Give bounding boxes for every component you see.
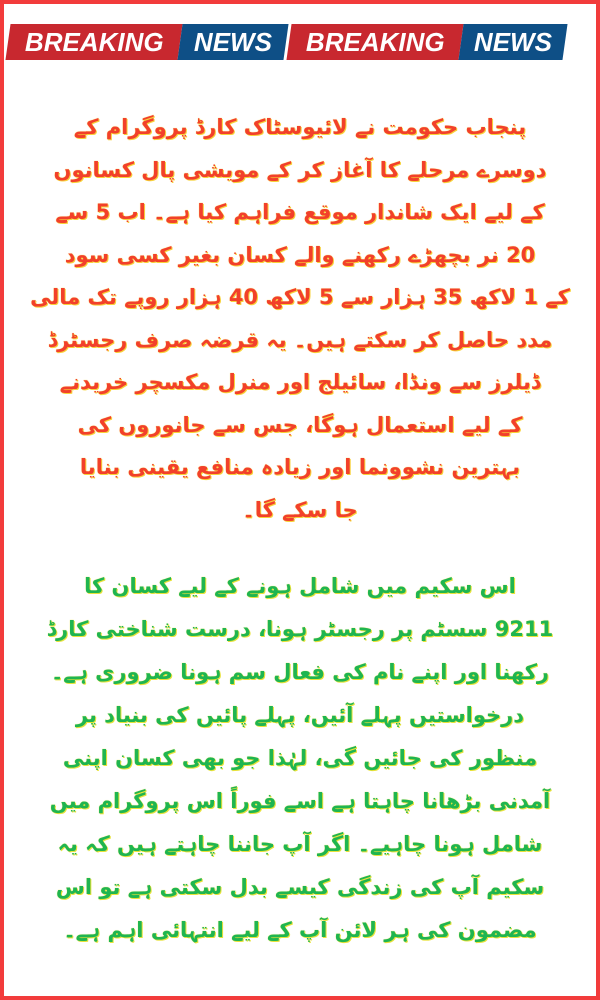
breaking-text: BREAKING (305, 26, 445, 57)
text-line: کے لیے ایک شاندار موقع فراہم کیا ہے۔ اب 5 سے (55, 200, 545, 224)
text-line: 20 نر بچھڑے رکھنے والے کسان بغیر کسی سود (64, 242, 536, 267)
breaking-text: BREAKING (24, 26, 164, 57)
news-text: NEWS (194, 26, 272, 57)
paragraph-red (20, 106, 580, 531)
text-line: درخواستیں پہلے آئیں، پہلے پائیں کی بنیاد پر (75, 703, 525, 727)
paragraph-green (20, 565, 580, 952)
breaking-news-banner (8, 24, 592, 62)
breaking-label (5, 24, 182, 60)
text-line: بہترین نشوونما اور زیادہ منافع یقینی بنایا (79, 455, 521, 479)
news-text: NEWS (474, 26, 552, 57)
text-line: آمدنی بڑھانا چاہتا ہے اسے فوراً اس پروگرام میں (49, 789, 551, 813)
text-line: منظور کی جائیں گی، لہٰذا جو بھی کسان اپنی (62, 746, 538, 770)
text-line: جا سکے گا۔ (242, 497, 358, 522)
text-line: کے لیے استعمال ہوگا، جس سے جانوروں کی (77, 412, 523, 437)
text-line: دوسرے مرحلے کا آغاز کر کے مویشی پال کسانوں (53, 157, 547, 182)
text-line: مدد حاصل کر سکتے ہیں۔ یہ قرضہ صرف رجسٹرڈ (47, 327, 553, 352)
text-line: اس سکیم میں شامل ہونے کے لیے کسان کا (84, 574, 516, 598)
breaking-label (286, 24, 463, 60)
text-line: رکھنا اور اپنے نام کی فعال سم ہونا ضروری ہے۔ (50, 660, 550, 684)
news-label (177, 24, 288, 60)
text-line: سکیم آپ کی زندگی کیسے بدل سکتی ہے تو اس (55, 875, 545, 899)
text-line: مضمون کی ہر لائن آپ کے لیے انتہائی اہم ہے۔ (63, 918, 537, 942)
text-line: پنجاب حکومت نے لائیوسٹاک کارڈ پروگرام کے (73, 115, 527, 139)
text-line: 9211 سسٹم پر رجسٹر ہونا، درست شناختی کارڈ (46, 617, 554, 641)
text-line: ڈیلرز سے ونڈا، سائیلج اور منرل مکسچر خریدنے (59, 370, 541, 394)
news-label (458, 24, 567, 60)
text-line: کے 1 لاکھ 35 ہزار سے 5 لاکھ 40 ہزار روپے تک مالی (30, 285, 570, 309)
text-line: شامل ہونا چاہیے۔ اگر آپ جاننا چاہتے ہیں کہ یہ (57, 832, 543, 856)
